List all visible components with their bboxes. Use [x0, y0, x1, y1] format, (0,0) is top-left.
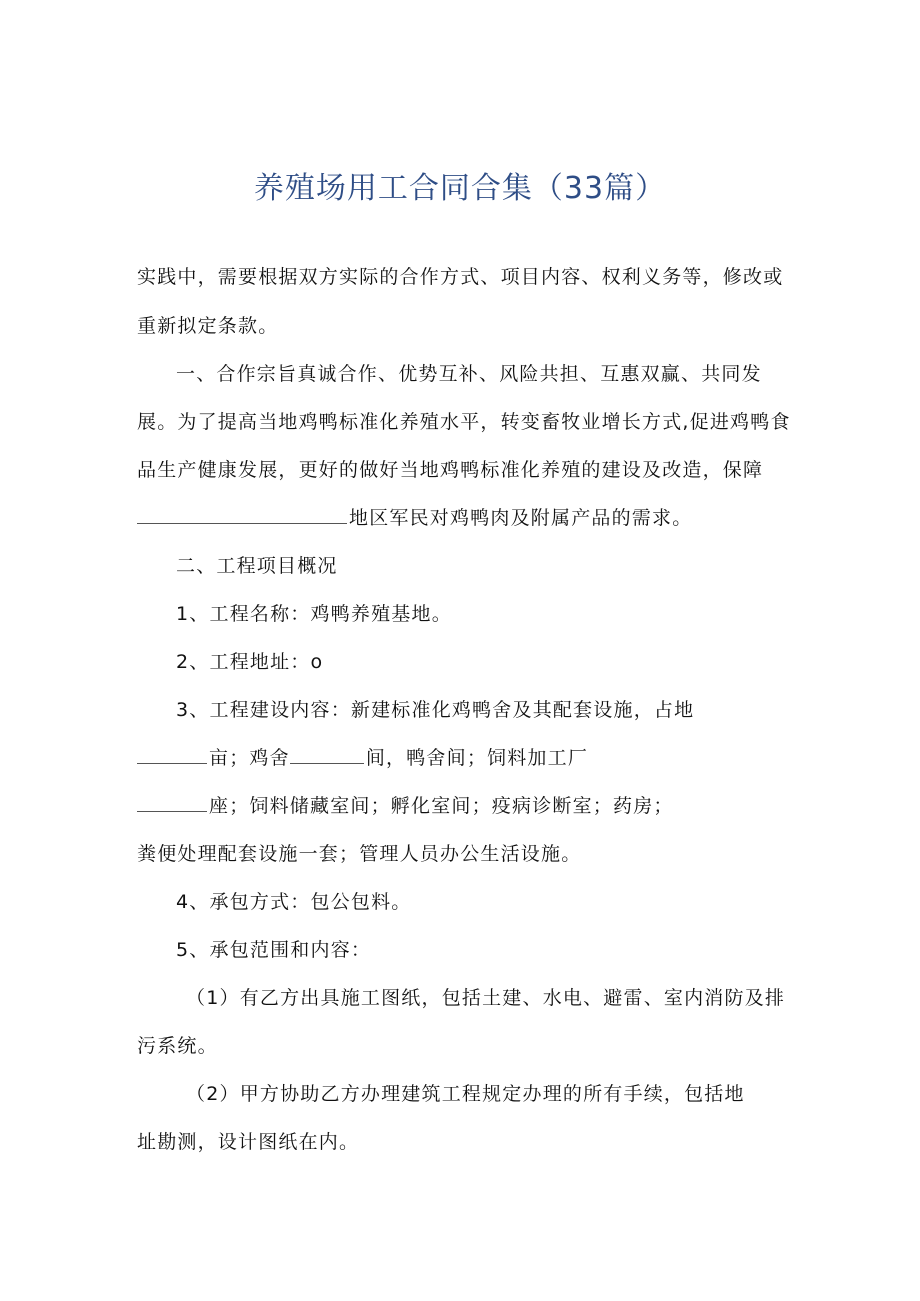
paragraph-line	[137, 746, 588, 770]
paragraph-line	[137, 506, 692, 530]
paragraph-line: 展。为了提高当地鸡鸭标准化养殖水平，转变畜牧业增长方式,促进鸡鸭食	[137, 411, 791, 433]
paragraph-line: 品生产健康发展，更好的做好当地鸡鸭标准化养殖的建设及改造，保障	[137, 459, 764, 481]
paragraph-line: 重新拟定条款。	[137, 315, 279, 337]
paragraph-line: 一、合作宗旨真诚合作、优势互补、风险共担、互惠双赢、共同发	[176, 363, 762, 385]
paragraph-line: （1）有乙方出具施工图纸，包括土建、水电、避雷、室内消防及排	[186, 987, 786, 1009]
paragraph-line: 实践中，需要根据双方实际的合作方式、项目内容、权利义务等，修改或	[137, 266, 784, 288]
fill-in-blank	[137, 794, 207, 812]
paragraph-line	[137, 794, 674, 818]
paragraph-line: （2）甲方协助乙方办理建筑工程规定办理的所有手续，包括地	[186, 1083, 745, 1105]
paragraph-line: 址勘测，设计图纸在内。	[137, 1131, 360, 1153]
paragraph-line: 3、工程建设内容：新建标准化鸡鸭舍及其配套设施，占地	[176, 699, 695, 721]
paragraph-line: 5、承包范围和内容：	[176, 939, 372, 961]
line-text: 亩；鸡舍	[209, 747, 290, 769]
fill-in-blank	[137, 746, 207, 764]
line-text: 地区军民对鸡鸭肉及附属产品的需求。	[349, 507, 693, 529]
paragraph-line: 4、承包方式：包公包料。	[176, 891, 412, 913]
paragraph-line: 2、工程地址：o	[176, 651, 324, 673]
fill-in-blank	[137, 506, 347, 524]
section-heading: 二、工程项目概况	[176, 555, 338, 577]
line-text: 间，鸭舍间；饲料加工厂	[365, 747, 589, 769]
paragraph-line: 粪便处理配套设施一套；管理人员办公生活设施。	[137, 843, 582, 865]
paragraph-line: 1、工程名称：鸡鸭养殖基地。	[176, 603, 452, 625]
paragraph-line: 污系统。	[137, 1035, 218, 1057]
fill-in-blank	[290, 746, 364, 764]
line-text: 座；饲料储藏室间；孵化室间；疫病诊断室；药房；	[209, 795, 674, 817]
document-title: 养殖场用工合同合集（33篇）	[253, 171, 667, 206]
